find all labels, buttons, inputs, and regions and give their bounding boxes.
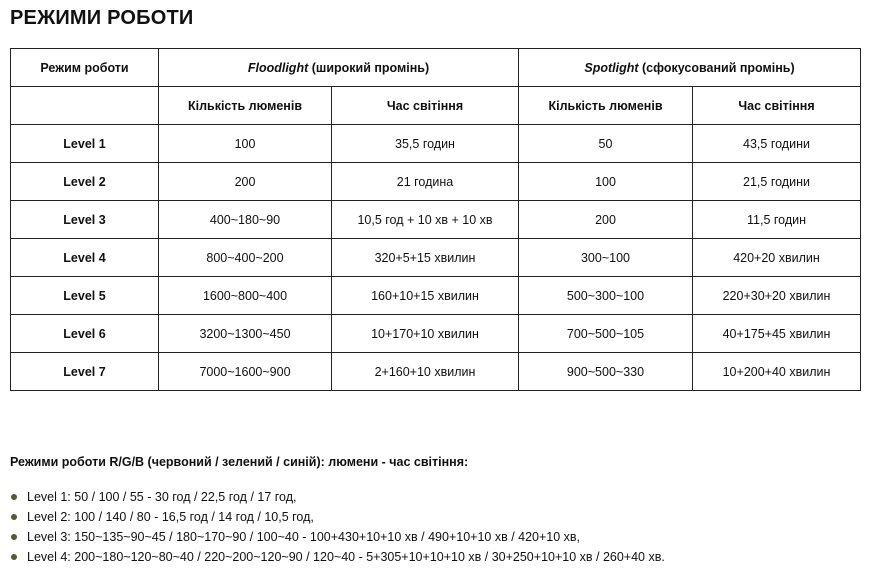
table-row (11, 277, 861, 315)
table-row (11, 201, 861, 239)
level-cell: Level 7 (11, 353, 159, 391)
spot-runtime-cell: 420+20 хвилин (693, 239, 861, 277)
spot-runtime-cell: 40+175+45 хвилин (693, 315, 861, 353)
work-modes-table (10, 48, 861, 391)
list-item (10, 527, 665, 547)
floodlight-header (159, 49, 519, 87)
table-row (11, 163, 861, 201)
subheader-lumens: Кількість люменів (159, 87, 332, 125)
mode-header: Режим роботи (11, 49, 159, 87)
bullet-icon (11, 494, 17, 500)
spot-lumens-cell: 200 (519, 201, 693, 239)
table-row (11, 315, 861, 353)
level-cell: Level 3 (11, 201, 159, 239)
flood-lumens-cell: 400~180~90 (159, 201, 332, 239)
spot-lumens-cell: 50 (519, 125, 693, 163)
list-item-text: Level 2: 100 / 140 / 80 - 16,5 год / 14 год / 10,5 год, (27, 510, 314, 524)
subheader-lumens: Кількість люменів (519, 87, 693, 125)
flood-lumens-cell: 7000~1600~900 (159, 353, 332, 391)
spot-runtime-cell: 21,5 години (693, 163, 861, 201)
bullet-icon (11, 534, 17, 540)
subheader-runtime: Час світіння (693, 87, 861, 125)
spot-runtime-cell: 11,5 годин (693, 201, 861, 239)
flood-lumens-cell: 3200~1300~450 (159, 315, 332, 353)
list-item (10, 507, 665, 527)
rgb-heading: Режими роботи R/G/B (червоний / зелений / синій): люмени - час світіння: (10, 455, 469, 469)
spotlight-header (519, 49, 861, 87)
level-cell: Level 6 (11, 315, 159, 353)
rgb-levels-list (10, 487, 665, 567)
header-row (11, 49, 861, 87)
floodlight-desc: (широкий промінь) (311, 60, 430, 75)
list-item (10, 547, 665, 567)
spot-lumens-cell: 900~500~330 (519, 353, 693, 391)
spot-runtime-cell: 220+30+20 хвилин (693, 277, 861, 315)
level-cell: Level 1 (11, 125, 159, 163)
spot-lumens-cell: 300~100 (519, 239, 693, 277)
subheader-runtime: Час світіння (332, 87, 519, 125)
spot-lumens-cell: 700~500~105 (519, 315, 693, 353)
spot-runtime-cell: 43,5 години (693, 125, 861, 163)
flood-runtime-cell: 2+160+10 хвилин (332, 353, 519, 391)
flood-runtime-cell: 160+10+15 хвилин (332, 277, 519, 315)
list-item-text: Level 1: 50 / 100 / 55 - 30 год / 22,5 год / 17 год, (27, 490, 297, 504)
spotlight-desc: (сфокусований промінь) (642, 60, 795, 75)
spotlight-name: Spotlight (584, 60, 639, 75)
flood-runtime-cell: 10,5 год + 10 хв + 10 хв (332, 201, 519, 239)
flood-lumens-cell: 800~400~200 (159, 239, 332, 277)
table-row (11, 239, 861, 277)
bullet-icon (11, 514, 17, 520)
table-row (11, 353, 861, 391)
flood-runtime-cell: 21 година (332, 163, 519, 201)
floodlight-name: Floodlight (247, 60, 309, 75)
table-row (11, 125, 861, 163)
bullet-icon (11, 554, 17, 560)
empty-cell (11, 87, 159, 125)
spot-lumens-cell: 100 (519, 163, 693, 201)
flood-runtime-cell: 35,5 годин (332, 125, 519, 163)
flood-lumens-cell: 100 (159, 125, 332, 163)
subheader-row (11, 87, 861, 125)
flood-runtime-cell: 10+170+10 хвилин (332, 315, 519, 353)
level-cell: Level 2 (11, 163, 159, 201)
flood-lumens-cell: 200 (159, 163, 332, 201)
level-cell: Level 5 (11, 277, 159, 315)
list-item-text: Level 4: 200~180~120~80~40 / 220~200~120~90 / 120~40 - 5+305+10+10+10 хв / 30+250+10+10 хв / 260+40 хв. (27, 550, 665, 564)
page-title: РЕЖИМИ РОБОТИ (10, 7, 194, 29)
flood-runtime-cell: 320+5+15 хвилин (332, 239, 519, 277)
list-item (10, 487, 665, 507)
flood-lumens-cell: 1600~800~400 (159, 277, 332, 315)
list-item-text: Level 3: 150~135~90~45 / 180~170~90 / 100~40 - 100+430+10+10 хв / 490+10+10 хв / 420+10 хв, (27, 530, 581, 544)
spot-lumens-cell: 500~300~100 (519, 277, 693, 315)
spot-runtime-cell: 10+200+40 хвилин (693, 353, 861, 391)
level-cell: Level 4 (11, 239, 159, 277)
